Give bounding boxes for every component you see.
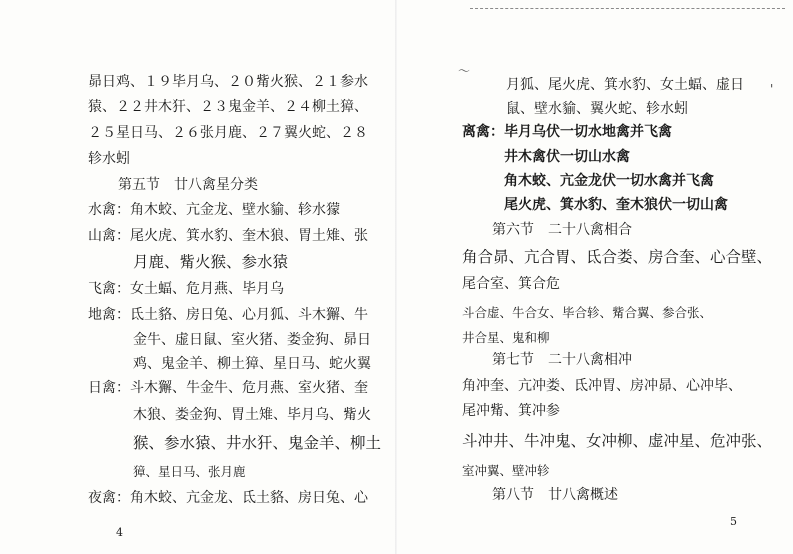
scan-mark: 〜	[458, 64, 471, 78]
text-line: 水禽：角木蛟、亢金龙、壁水貐、轸水獴	[88, 202, 340, 218]
text-line: 飞禽：女土蝠、危月燕、毕月乌	[88, 281, 284, 297]
left-page	[0, 0, 396, 554]
text-line: 昴日鸡、１９毕月乌、２０觜火猴、２１参水	[88, 74, 368, 90]
text-line: 尾火虎、箕水豹、奎木狼伏一切山禽	[504, 197, 728, 213]
text-line: 斗合虚、牛合女、毕合轸、觜合翼、参合张、	[462, 305, 713, 320]
text-line: 地禽：氐土貉、房日兔、心月狐、斗木獬、牛	[88, 307, 368, 323]
text-line: ２５星日马、２６张月鹿、２７翼火蛇、２８	[88, 125, 368, 141]
margin-mark: '	[770, 82, 774, 96]
section-heading: 第六节 二十八禽相合	[492, 222, 632, 238]
page-number: 5	[730, 515, 737, 528]
text-line: 轸水蚓	[88, 151, 130, 167]
text-line: 角木蛟、亢金龙伏一切水禽并飞禽	[504, 173, 714, 189]
text-line: 日禽：斗木獬、牛金牛、危月燕、室火猪、奎	[88, 380, 368, 396]
text-line: 井合星、鬼和柳	[462, 330, 550, 345]
text-line: 猿、２２井木犴、２３鬼金羊、２４柳土獐、	[88, 99, 368, 115]
text-line: 井木禽伏一切山水禽	[504, 149, 630, 165]
text-line: 鼠、壁水貐、翼火蛇、轸水蚓	[506, 101, 688, 117]
right-page	[396, 0, 793, 554]
text-line: 月鹿、觜火猴、参水猿	[133, 253, 289, 271]
text-line: 山禽：尾火虎、箕水豹、奎木狼、胃土雉、张	[88, 228, 368, 244]
section-heading: 第八节 廿八禽概述	[492, 487, 618, 503]
text-line: 室冲翼、壁冲轸	[462, 463, 550, 478]
text-line: 尾冲觜、箕冲参	[462, 403, 560, 419]
text-line: 猴、参水猿、井水犴、鬼金羊、柳土	[133, 434, 382, 452]
text-line: 角合昴、亢合胃、氐合娄、房合奎、心合壁、	[462, 248, 773, 266]
text-line: 角冲奎、亢冲娄、氐冲胃、房冲昴、心冲毕、	[462, 378, 742, 394]
section-heading: 第五节 廿八禽星分类	[118, 177, 258, 193]
text-line: 獐、星日马、张月鹿	[133, 464, 246, 479]
section-heading: 第七节 二十八禽相冲	[492, 352, 632, 368]
text-line: 月狐、尾火虎、箕水豹、女土蝠、虚日	[506, 77, 744, 93]
page-number: 4	[116, 526, 123, 539]
text-line: 斗冲井、牛冲鬼、女冲柳、虚冲星、危冲张、	[462, 432, 773, 450]
text-line: 金牛、虚日鼠、室火猪、娄金狗、昴日	[133, 332, 371, 348]
text-line: 木狼、娄金狗、胃土雉、毕月乌、觜火	[133, 407, 371, 423]
text-line: 鸡、鬼金羊、柳土獐、星日马、蛇火翼	[133, 356, 371, 372]
text-line: 离禽：毕月乌伏一切水地禽并飞禽	[462, 124, 672, 140]
text-line: 尾合室、箕合危	[462, 276, 560, 292]
text-line: 夜禽：角木蛟、亢金龙、氐土貉、房日兔、心	[88, 490, 368, 506]
